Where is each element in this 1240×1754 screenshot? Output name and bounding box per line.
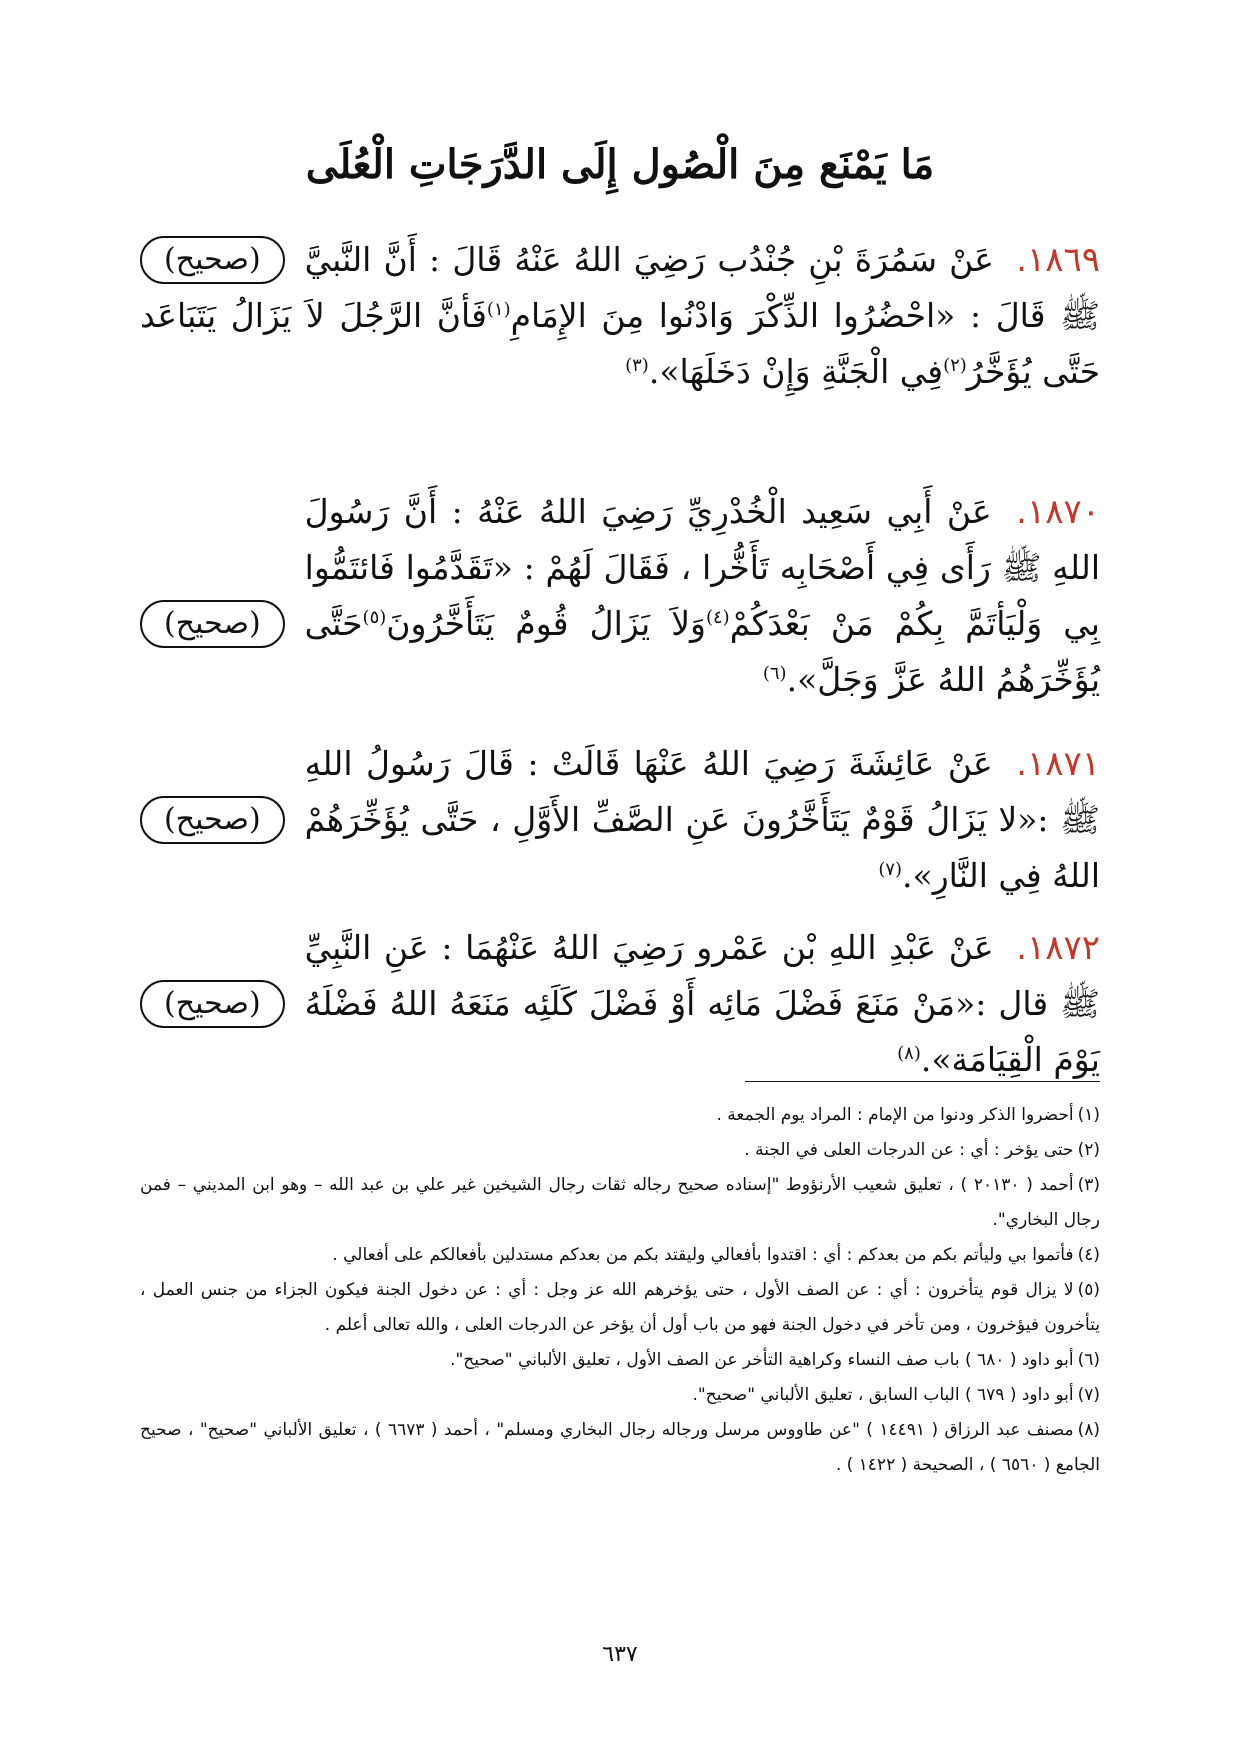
footnote-ref: (٧) xyxy=(878,859,903,880)
footnote-ref: (٢) xyxy=(943,355,967,376)
footnote-number: (٧) xyxy=(1077,1385,1100,1405)
hadith-text-end: حَتَّى يُؤَخِّرَهُمُ اللهُ عَزَّ وَجَلَّ». xyxy=(304,604,1100,699)
footnote-text: أبو داود ( ٦٨٠ ) باب صف النساء وكراهية التأخر عن الصف الأول ، تعليق الألباني "صحيح". xyxy=(450,1350,1074,1370)
footnote-number: (٤) xyxy=(1077,1245,1100,1265)
footnote-ref: (١) xyxy=(486,299,511,320)
hadith-text-intro: عَنْ أَبِي سَعِيد الْخُدْرِيِّ رَضِيَ اللهُ عَنْهُ : أَنَّ رَسُولَ اللهِ ﷺ رَأَى فِي أَصْحَابِه تَأَخُّرا ، فَقَالَ لَهُمْ : «تَقَدَّمُوا فَائتَمُّوا بِي وَلْيَأتَمَّ بِكُمْ مَنْ بَعْدَكُمْ xyxy=(304,492,1100,643)
hadith-text-mid: وَلاَ يَزَالُ قُومٌ يَتَأَخَّرُونَ xyxy=(386,604,706,643)
footnote-3 xyxy=(140,1168,1100,1238)
footnote-number: (٢) xyxy=(1077,1140,1100,1160)
footnotes xyxy=(140,1098,1100,1483)
footnote-text: أحضروا الذكر ودنوا من الإمام : المراد يوم الجمعة . xyxy=(716,1105,1074,1125)
hadith-number: ١٨٧١. xyxy=(1016,744,1100,784)
footnote-ref: (٦) xyxy=(762,663,787,684)
hadith-number: ١٨٦٩. xyxy=(1016,240,1100,280)
hadith-1870 xyxy=(140,484,1100,708)
footnote-1 xyxy=(140,1098,1100,1133)
footnote-4 xyxy=(140,1238,1100,1273)
footnote-number: (٥) xyxy=(1077,1280,1100,1300)
hadith-number: ١٨٧٠. xyxy=(1016,492,1100,532)
hadith-text-mid: فَأنَّ الرَّجُلَ لاَ يَزَالُ يَتَبَاعَد حَتَّى يُؤَخَّرُ xyxy=(140,296,1100,391)
hadith-text: عَنْ عَائِشَةَ رَضِيَ اللهُ عَنْهَا قَالَتْ : قَالَ رَسُولُ اللهِ ﷺ :«لا يَزَالُ قَوْمٌ يَتَأَخَّرُونَ عَنِ الصَّفِّ الأَوَّلِ ، حَتَّى يُؤَخِّرَهُمْ اللهُ فِي النَّارِ». xyxy=(304,744,1100,895)
footnote-text: أحمد ( ٢٠١٣٠ ) ، تعليق شعيب الأرنؤوط "إسناده صحيح رجاله ثقات رجال الشيخين غير علي بن عبد الله – وهو ابن المديني – فمن رجال البخاري". xyxy=(140,1175,1100,1230)
hadith-text-intro: عَنْ سَمُرَةَ بْنِ جُنْدُب رَضِيَ اللهُ عَنْهُ قَالَ : أَنَّ النَّبيَّ ﷺ قَالَ : «احْضُرُوا الذِّكْرَ وَادْنُوا مِنَ الإِمَامِ xyxy=(304,240,1100,335)
grade-badge: (صحيح) xyxy=(140,980,285,1028)
footnote-separator xyxy=(745,1081,1100,1082)
footnote-7 xyxy=(140,1378,1100,1413)
footnote-ref: (٣) xyxy=(625,355,649,376)
page-number: ٦٣٧ xyxy=(602,1642,638,1667)
footnote-8 xyxy=(140,1413,1100,1483)
hadith-1869 xyxy=(140,232,1100,400)
footnote-ref: (٥) xyxy=(362,607,387,628)
footnote-ref: (٤) xyxy=(705,607,730,628)
hadith-1872 xyxy=(140,920,1100,1088)
footnote-ref: (٨) xyxy=(897,1043,921,1064)
footnote-number: (٨) xyxy=(1077,1420,1100,1440)
hadith-number: ١٨٧٢. xyxy=(1016,928,1100,968)
footnote-text: لا يزال قوم يتأخرون : أي : عن الصف الأول ، حتى يؤخرهم الله عز وجل : أي : عن دخول الجنة فيكون الجزاء من جنس العمل ، يتأخرون فيؤخرون ، ومن تأخر في دخول الجنة فهو من باب أول أن يؤخر عن الدرجات العلى ، والله تعالى أعلم . xyxy=(140,1280,1100,1335)
footnote-5 xyxy=(140,1273,1100,1343)
grade-badge: (صحيح) xyxy=(140,236,285,284)
footnote-6 xyxy=(140,1343,1100,1378)
hadith-text-end: فِي الْجَنَّةِ وَإِنْ دَخَلَهَا». xyxy=(648,352,944,391)
footnote-number: (٦) xyxy=(1077,1350,1100,1370)
footnote-number: (٣) xyxy=(1077,1175,1100,1195)
grade-badge: (صحيح) xyxy=(140,796,285,844)
footnote-text: أبو داود ( ٦٧٩ ) الباب السابق ، تعليق الألباني "صحيح". xyxy=(692,1385,1074,1405)
chapter-title: مَا يَمْنَع مِنَ الْصُول إِلَى الدَّرَجَاتِ الْعُلَى xyxy=(305,140,935,188)
hadith-1871 xyxy=(140,736,1100,904)
footnote-text: فأتموا بي وليأتم بكم من بعدكم : أي : اقتدوا بأفعالي وليقتد بكم من بعدكم مستدلين بأفعالكم على أفعالي . xyxy=(332,1245,1074,1265)
footnote-2 xyxy=(140,1133,1100,1168)
hadith-text: عَنْ عَبْدِ اللهِ بْن عَمْرو رَضِيَ اللهُ عَنْهُمَا : عَنِ النَّبِيِّ ﷺ قال :«مَنْ مَنَعَ فَضْلَ مَائِه أَوْ فَضْلَ كَلَئِه مَنَعَهُ اللهُ فَضْلَهُ يَوْمَ الْقِيَامَة». xyxy=(304,928,1100,1079)
footnote-number: (١) xyxy=(1077,1105,1100,1125)
footnote-text: حتى يؤخر : أي : عن الدرجات العلى في الجنة . xyxy=(744,1140,1074,1160)
footnote-text: مصنف عبد الرزاق ( ١٤٤٩١ ) "عن طاووس مرسل ورجاله رجال البخاري ومسلم" ، أحمد ( ٦٦٧٣ ) ، تعليق الألباني "صحيح" ، صحيح الجامع ( ٦٥٦٠ ) ، الصحيحة ( ١٤٢٢ ) . xyxy=(140,1420,1100,1475)
grade-badge: (صحيح) xyxy=(140,600,285,648)
